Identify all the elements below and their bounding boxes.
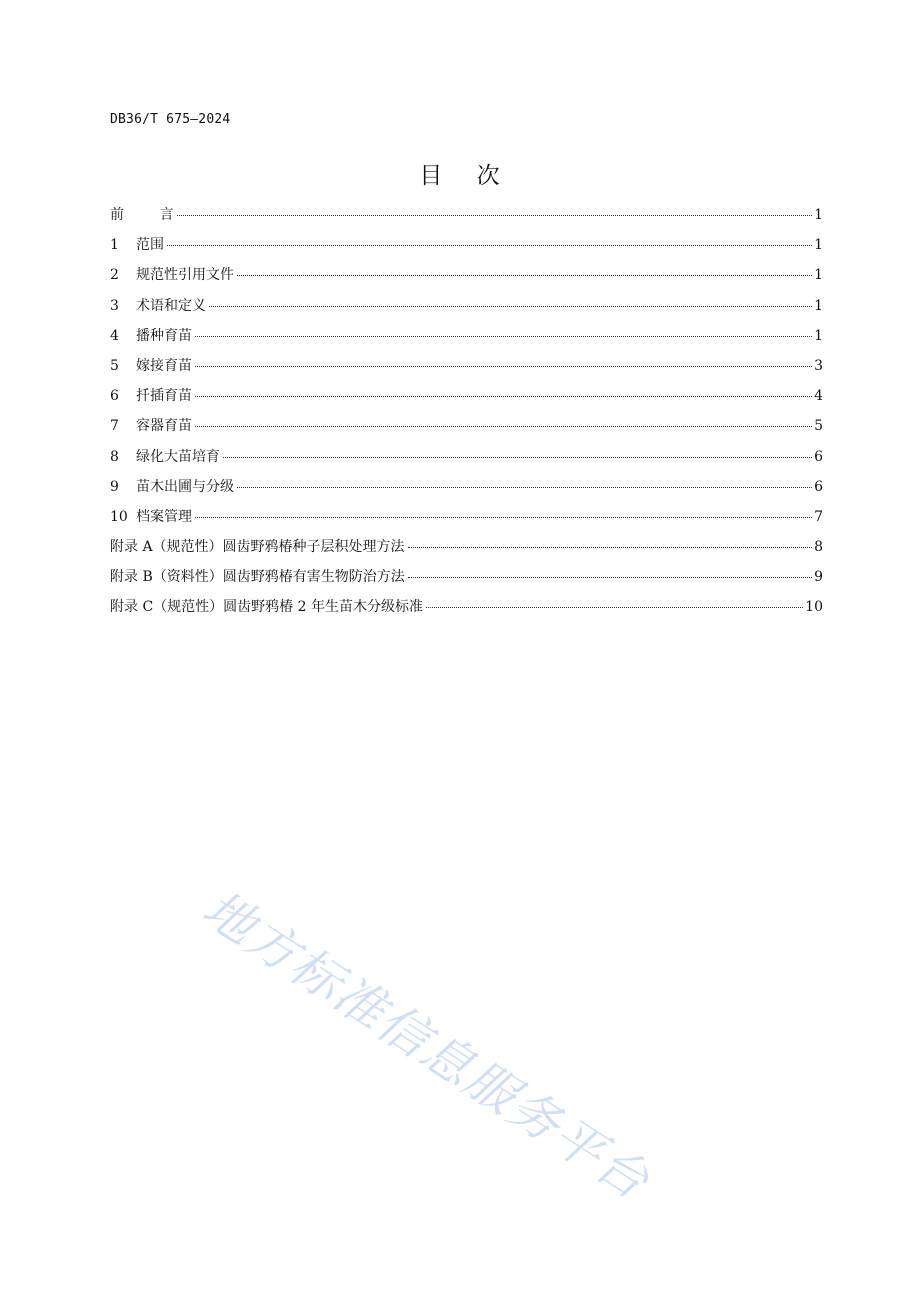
toc-entry-label: 嫁接育苗	[136, 357, 192, 374]
toc-entry-number: 7	[110, 418, 119, 435]
toc-entry[interactable]	[110, 262, 823, 292]
toc-entry-number: 5	[110, 357, 119, 374]
toc-entry-label: 扦插育苗	[136, 388, 192, 405]
toc-entry[interactable]	[110, 534, 823, 564]
toc-entry-number: 10	[110, 508, 128, 525]
toc-entry-label: 苗木出圃与分级	[136, 478, 234, 495]
toc-entry[interactable]	[110, 232, 823, 262]
toc-entry-page-number: 1	[814, 297, 823, 314]
toc-entry-number: 8	[110, 448, 119, 465]
page-title: 目 次	[419, 163, 501, 189]
toc-dot-leader	[195, 395, 812, 397]
toc-entry-number: 6	[110, 388, 119, 405]
toc-entry-number: 9	[110, 478, 119, 495]
toc-dot-leader	[195, 425, 812, 427]
toc-entry-label: 附录 B（资料性）圆齿野鸦椿有害生物防治方法	[110, 569, 405, 586]
toc-entry-label: 档案管理	[136, 508, 192, 525]
toc-entry[interactable]	[110, 564, 823, 594]
toc-entry-number: 2	[110, 267, 119, 284]
toc-entry[interactable]	[110, 202, 823, 232]
toc-dot-leader	[408, 576, 812, 578]
toc-entry-number: 1	[110, 237, 119, 254]
toc-dot-leader	[237, 274, 812, 276]
toc-entry-page-number: 7	[814, 508, 823, 525]
toc-entry-page-number: 4	[814, 388, 823, 405]
toc-entry-label: 附录 C（规范性）圆齿野鸦椿 2 年生苗木分级标准	[110, 599, 423, 616]
watermark: 地方标准信息服务平台	[192, 879, 661, 1212]
toc-dot-leader	[237, 486, 812, 488]
toc-entry-number: 4	[110, 327, 119, 344]
toc-entry-page-number: 1	[814, 237, 823, 254]
toc-entry[interactable]	[110, 474, 823, 504]
toc-entry[interactable]	[110, 353, 823, 383]
toc-dot-leader	[408, 546, 813, 548]
toc-entry[interactable]	[110, 293, 823, 323]
toc-entry[interactable]	[110, 413, 823, 443]
toc-entry-page-number: 1	[814, 267, 823, 284]
toc-entry-page-number: 6	[814, 478, 823, 495]
toc-entry-label: 附录 A（规范性）圆齿野鸦椿种子层积处理方法	[110, 539, 405, 556]
toc-entry-page-number: 8	[814, 539, 823, 556]
toc-dot-leader	[177, 214, 812, 216]
toc-dot-leader	[195, 516, 812, 518]
toc-entry-label: 前 言	[110, 207, 174, 223]
toc-entry-page-number: 3	[814, 357, 823, 374]
toc-entry-label: 绿化大苗培育	[136, 448, 220, 465]
toc-dot-leader	[223, 456, 812, 458]
toc-dot-leader	[195, 335, 812, 337]
document-code: DB36/T 675—2024	[110, 112, 231, 127]
toc-entry-page-number: 1	[814, 207, 823, 223]
toc-entry-page-number: 10	[805, 599, 823, 616]
toc-dot-leader	[209, 305, 812, 307]
toc-entry-page-number: 1	[814, 327, 823, 344]
toc-entry-number: 3	[110, 297, 119, 314]
toc-entry-page-number: 6	[814, 448, 823, 465]
toc-entry-page-number: 5	[814, 418, 823, 435]
toc-entry[interactable]	[110, 594, 823, 624]
toc-entry[interactable]	[110, 444, 823, 474]
toc-dot-leader	[195, 365, 812, 367]
table-of-contents	[110, 202, 823, 625]
toc-entry-label: 播种育苗	[136, 327, 192, 344]
toc-entry[interactable]	[110, 323, 823, 353]
toc-entry-page-number: 9	[814, 569, 823, 586]
toc-entry-label: 容器育苗	[136, 418, 192, 435]
toc-entry[interactable]	[110, 504, 823, 534]
toc-dot-leader	[426, 606, 803, 608]
toc-entry-label: 范围	[136, 237, 164, 254]
toc-entry-label: 规范性引用文件	[136, 267, 234, 284]
toc-entry-label: 术语和定义	[136, 297, 206, 314]
toc-dot-leader	[167, 244, 812, 246]
toc-entry[interactable]	[110, 383, 823, 413]
